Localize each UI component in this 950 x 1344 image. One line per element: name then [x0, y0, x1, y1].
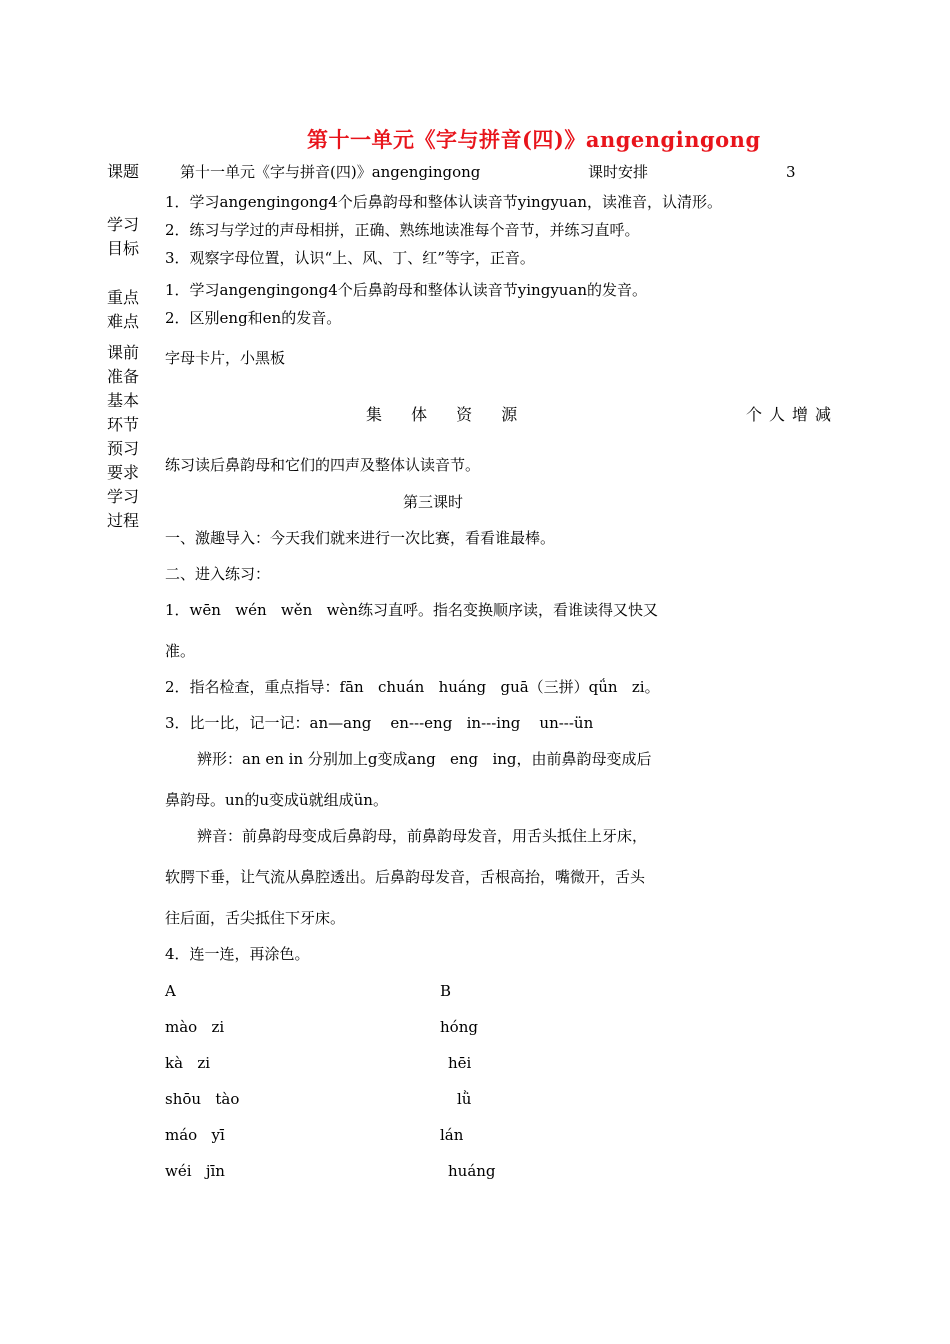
- preview-label-line2: 要求: [107, 463, 140, 482]
- goals-label: [107, 213, 147, 261]
- match-column-b-header: B: [440, 982, 452, 1000]
- key-points-label: [107, 286, 147, 334]
- shape-explanation: 辨形：an en in 分别加上g变成ang eng ing，由前鼻韵母变成后: [197, 750, 652, 768]
- sound-explanation-cont: 往后面，舌尖抵住下牙床。: [165, 909, 346, 927]
- process-step: 一、激趣导入：今天我们就来进行一次比赛，看看谁最棒。: [165, 529, 556, 547]
- prep-label-line2: 准备: [107, 367, 140, 386]
- process-item: 4．连一连，再涂色。: [165, 945, 310, 963]
- key-label-line1: 重点: [107, 288, 140, 307]
- match-a-item: mào zi: [165, 1018, 225, 1036]
- process-label-line2: 过程: [107, 511, 140, 530]
- preview-text: 练习读后鼻韵母和它们的四声及整体认读音节。: [165, 456, 481, 474]
- schedule-label: 课时安排: [588, 163, 649, 181]
- match-b-item: lán: [440, 1126, 464, 1144]
- collective-heading: 集 体 资 源: [366, 405, 530, 424]
- match-a-item: shōu tào: [165, 1090, 240, 1108]
- basic-label-line1: 基本: [107, 391, 140, 410]
- side-label-column: [107, 341, 147, 533]
- process-item: 2．指名检查，重点指导：fān chuán huáng guā（三拼）qǘn zi。: [165, 678, 660, 696]
- sound-explanation-cont: 软腭下垂，让气流从鼻腔透出。后鼻韵母发音，舌根高抬，嘴微开，舌头: [165, 868, 646, 886]
- match-column-a-header: A: [165, 982, 176, 1000]
- preview-label-line1: 预习: [107, 439, 140, 458]
- page-title: 第十一单元《字与拼音(四)》angengingong: [307, 127, 761, 152]
- prep-label-line1: 课前: [107, 343, 140, 362]
- goal-item: 2．练习与学过的声母相拼，正确、熟练地读准每个音节，并练习直呼。: [165, 221, 640, 239]
- schedule-value: 3: [786, 163, 796, 181]
- personal-heading: 个人增减: [746, 405, 839, 424]
- topic-label: 课题: [107, 162, 140, 181]
- process-step: 二、进入练习：: [165, 565, 271, 583]
- shape-explanation-cont: 鼻韵母。un的u变成ü就组成ün。: [165, 791, 388, 809]
- key-point-item: 1．学习angengingong4个后鼻韵母和整体认读音节yingyuan的发音。: [165, 281, 648, 299]
- match-a-item: kà zi: [165, 1054, 211, 1072]
- goals-label-line1: 学习: [107, 215, 140, 234]
- process-item: 1．wēn wén wěn wèn练习直呼。指名变换顺序读，看谁读得又快又: [165, 601, 658, 619]
- preparation-text: 字母卡片，小黑板: [165, 349, 286, 367]
- goal-item: 3．观察字母位置，认识“上、风、丁、红”等字，正音。: [165, 249, 535, 267]
- match-b-item: huáng: [448, 1162, 496, 1180]
- match-a-item: wéi jīn: [165, 1162, 225, 1180]
- goals-label-line2: 目标: [107, 239, 140, 258]
- basic-label-line2: 环节: [107, 415, 140, 434]
- process-label-line1: 学习: [107, 487, 140, 506]
- topic-value: 第十一单元《字与拼音(四)》angengingong: [180, 163, 481, 181]
- process-item-cont: 准。: [165, 642, 196, 660]
- match-b-item: lǜ: [457, 1090, 472, 1108]
- match-b-item: hóng: [440, 1018, 478, 1036]
- key-label-line2: 难点: [107, 312, 140, 331]
- process-item: 3．比一比，记一记：an—ang en---eng in---ing un---ün: [165, 714, 594, 732]
- goal-item: 1．学习angengingong4个后鼻韵母和整体认读音节yingyuan，读准音，认清形。: [165, 193, 723, 211]
- match-b-item: hēi: [448, 1054, 472, 1072]
- match-a-item: máo yī: [165, 1126, 225, 1144]
- key-point-item: 2．区别eng和en的发音。: [165, 309, 342, 327]
- lesson-title: 第三课时: [403, 493, 464, 511]
- sound-explanation: 辨音：前鼻韵母变成后鼻韵母，前鼻韵母发音，用舌头抵住上牙床，: [197, 827, 648, 845]
